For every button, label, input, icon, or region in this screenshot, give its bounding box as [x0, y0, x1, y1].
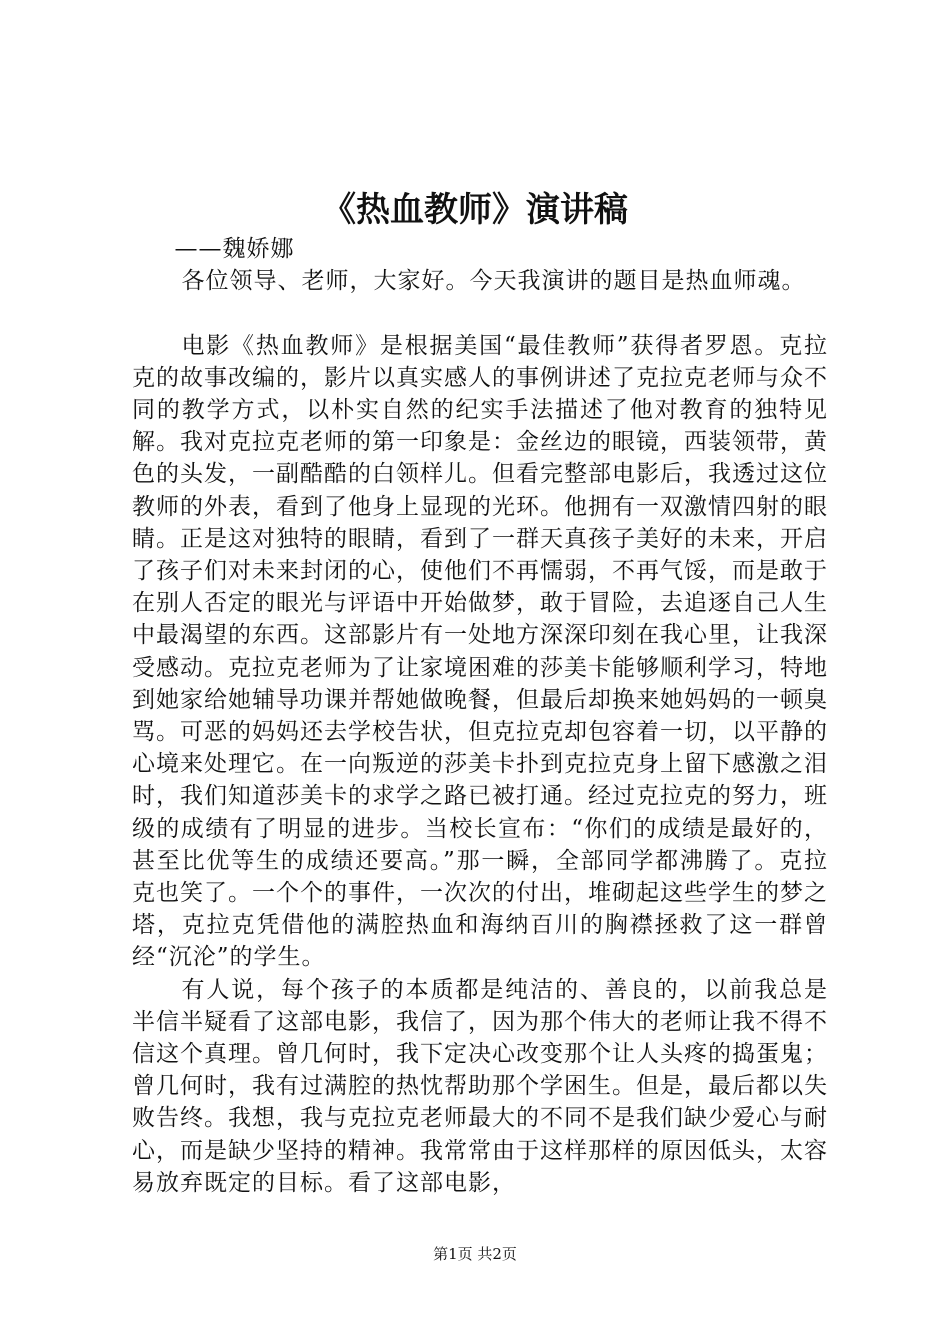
- page-title: 《热血教师》演讲稿: [322, 190, 628, 230]
- document-body: [132, 233, 828, 1199]
- paragraph-film-review: 电影《热血教师》是根据美国“最佳教师”获得者罗恩。克拉克的故事改编的，影片以真实感人的事例讲述了克拉克老师与众不同的教学方式，以朴实自然的纪实手法描述了他对教育的独特见解。我对克拉克老师的第一印象是：金丝边的眼镜，西装领带，黄色的头发，一副酷酷的白领样儿。但看完整部电影后，我透过这位教师的外表，看到了他身上显现的光环。他拥有一双激情四射的眼睛。正是这对独特的眼睛，看到了一群天真孩子美好的未来，开启了孩子们对未来封闭的心，使他们不再懦弱，不再气馁，而是敢于在别人否定的眼光与评语中开始做梦，敢于冒险，去追逐自己人生中最渴望的东西。这部影片有一处地方深深印刻在我心里，让我深受感动。克拉克老师为了让家境困难的莎美卡能够顺利学习，特地到她家给她辅导功课并帮她做晚餐，但最后却换来她妈妈的一顿臭骂。可恶的妈妈还去学校告状，但克拉克却包容着一切，以平静的心境来处理它。在一向叛逆的莎美卡扑到克拉克身上留下感激之泪时，我们知道莎美卡的求学之路已被打通。经过克拉克的努力，班级的成绩有了明显的进步。当校长宣布：“你们的成绩是最好的，甚至比优等生的成绩还要高。”那一瞬，全部同学都沸腾了。克拉克也笑了。一个个的事件，一次次的付出，堆砌起这些学生的梦之塔，克拉克凭借他的满腔热血和海纳百川的胸襟拯救了这一群曾经“沉沦”的学生。: [132, 332, 828, 971]
- paragraph-greeting: 各位领导、老师，大家好。今天我演讲的题目是热血师魂。: [181, 268, 806, 295]
- paragraph-reflection: 有人说，每个孩子的本质都是纯洁的、善良的，以前我总是半信半疑看了这部电影，我信了，因为那个伟大的老师让我不得不信这个真理。曾几何时，我下定决心改变那个让人头疼的捣蛋鬼；曾几何时，我有过满腔的热忱帮助那个学困生。但是，最后都以失败告终。我想，我与克拉克老师最大的不同不是我们缺少爱心与耐心，而是缺少坚持的精神。我常常由于这样那样的原因低头，太容易放弃既定的目标。看了这部电影，: [132, 976, 828, 1196]
- author-line: ——魏娇娜: [174, 236, 295, 262]
- paragraph-spacer: [132, 297, 828, 329]
- page-footer: 第1页 共2页: [433, 1245, 517, 1263]
